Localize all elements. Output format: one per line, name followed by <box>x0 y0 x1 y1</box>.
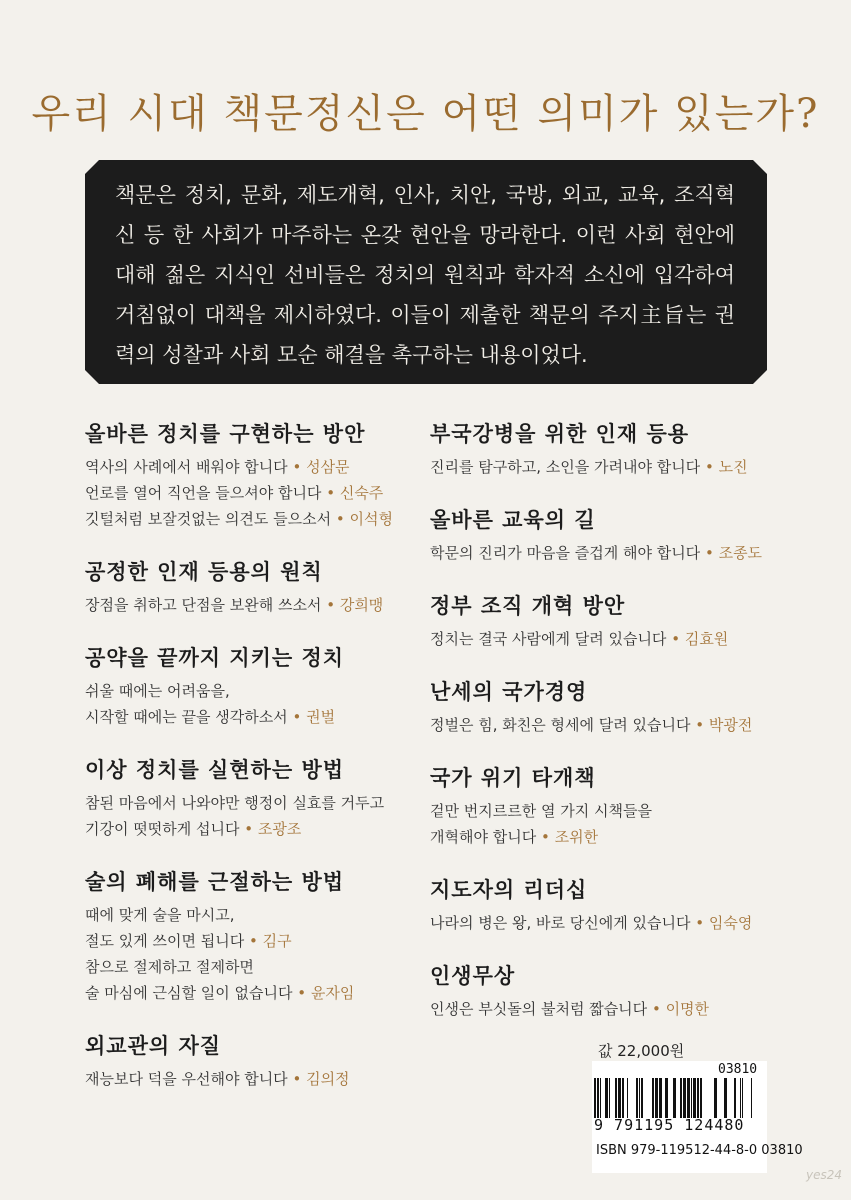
quote-line <box>430 996 810 1022</box>
section <box>430 762 810 850</box>
quote-text: 겉만 번지르르한 열 가지 시책들을 <box>430 802 652 820</box>
isbn-label: ISBN 979-119512-44-8-0 03810 <box>596 1143 803 1158</box>
section-title: 술의 폐해를 근절하는 방법 <box>85 870 345 894</box>
section <box>85 556 465 618</box>
quote-text: 장점을 취하고 단점을 보완해 쓰소서 <box>85 596 322 614</box>
author-name: • 김구 <box>244 932 291 950</box>
quote-text: 시작할 때에는 끝을 생각하소서 <box>85 708 288 726</box>
quote-text: 참된 마음에서 나와야만 행정이 실효를 거두고 <box>85 794 385 812</box>
author-name: • 김효원 <box>666 630 728 648</box>
barcode-bar <box>742 1078 743 1118</box>
right-column <box>430 418 810 1046</box>
barcode-bar <box>605 1078 608 1118</box>
quote-text: 정벌은 힘, 화친은 형세에 달려 있습니다 <box>430 716 691 734</box>
barcode-bar <box>627 1078 628 1118</box>
author-name: • 신숙주 <box>321 484 383 502</box>
quote-line <box>430 824 810 850</box>
quote-text: 언로를 열어 직언을 들으셔야 합니다 <box>85 484 322 502</box>
barcode-bar <box>622 1078 624 1118</box>
section <box>85 642 465 730</box>
quote-line <box>430 910 810 936</box>
section-title: 난세의 국가경영 <box>430 680 588 704</box>
barcode-bar <box>724 1078 727 1118</box>
author-name: • 성삼문 <box>288 458 350 476</box>
author-name: • 노진 <box>700 458 747 476</box>
price-label: 값 22,000원 <box>598 1042 685 1060</box>
headline: 우리 시대 책문정신은 어떤 의미가 있는가? <box>31 91 820 137</box>
section-title: 국가 위기 타개책 <box>430 766 596 790</box>
barcode-bar <box>636 1078 638 1118</box>
barcode-ean-number: 9 791195 124480 <box>594 1116 745 1134</box>
barcode-bar <box>597 1078 599 1118</box>
barcode-bar <box>609 1078 610 1118</box>
section <box>430 676 810 738</box>
barcode-bar <box>659 1078 662 1118</box>
author-name: • 김의정 <box>288 1070 350 1088</box>
left-column <box>85 418 465 1116</box>
barcode-bar <box>665 1078 668 1118</box>
barcode-bar <box>734 1078 736 1118</box>
quote-text: 절도 있게 쓰이면 됩니다 <box>85 932 245 950</box>
quote-text: 때에 맞게 술을 마시고, <box>85 906 235 924</box>
author-name: • 윤자임 <box>292 984 354 1002</box>
section-title: 지도자의 리더십 <box>430 878 588 902</box>
quote-line <box>85 506 465 532</box>
barcode-icon <box>594 1078 765 1118</box>
section <box>430 504 810 566</box>
barcode-bar <box>691 1078 692 1118</box>
quote-line <box>85 454 465 480</box>
quote-text: 학문의 진리가 마음을 즐겁게 해야 합니다 <box>430 544 701 562</box>
author-name: • 조종도 <box>700 544 762 562</box>
barcode-bar <box>714 1078 717 1118</box>
quote-line <box>430 454 810 480</box>
quote-line <box>85 592 465 618</box>
watermark: yes24 <box>806 1168 843 1182</box>
quote-text: 인생은 부싯돌의 불처럼 짧습니다 <box>430 1000 648 1018</box>
section <box>430 590 810 652</box>
quote-line <box>430 540 810 566</box>
quote-line <box>85 480 465 506</box>
quote-line <box>430 712 810 738</box>
section <box>85 418 465 532</box>
summary-text: 책문은 정치, 문화, 제도개혁, 인사, 치안, 국방, 외교, 교육, 조직혁신 등 한 사회가 마주하는 온갖 현안을 망라한다. 이런 사회 현안에 대해 젊은 지식인 선비들은 정치의 원칙과 학자적 소신에 입각하여 거침없이 대책을 제시하였다. 이들이 제출한 책문의 주지主旨는 권력의 성찰과 사회 모순 해결을 촉구하는 내용이었다. <box>115 183 735 367</box>
barcode-bar <box>655 1078 658 1118</box>
barcode-bar <box>641 1078 643 1118</box>
barcode-bar <box>652 1078 654 1118</box>
quote-line <box>85 1066 465 1092</box>
section <box>85 1030 465 1092</box>
barcode-bar <box>618 1078 621 1118</box>
quote-line <box>85 704 465 730</box>
section-title: 인생무상 <box>430 964 516 988</box>
quote-line <box>85 790 465 816</box>
quote-text: 역사의 사례에서 배워야 합니다 <box>85 458 288 476</box>
quote-text: 개혁해야 합니다 <box>430 828 537 846</box>
quote-text: 참으로 절제하고 절제하면 <box>85 958 254 976</box>
quote-line <box>85 902 465 928</box>
quote-text: 깃털처럼 보잘것없는 의견도 들으소서 <box>85 510 332 528</box>
author-name: • 강희맹 <box>321 596 383 614</box>
quote-text: 나라의 병은 왕, 바로 당신에게 있습니다 <box>430 914 691 932</box>
barcode-bar <box>594 1078 596 1118</box>
barcode-bar <box>615 1078 617 1118</box>
barcode-bar <box>751 1078 752 1118</box>
quote-text: 쉬울 때에는 어려움을, <box>85 682 230 700</box>
section-title: 정부 조직 개혁 방안 <box>430 594 626 618</box>
section-title: 올바른 정치를 구현하는 방안 <box>85 422 366 446</box>
section <box>85 866 465 1006</box>
quote-text: 정치는 결국 사람에게 달려 있습니다 <box>430 630 667 648</box>
barcode-bar <box>600 1078 601 1118</box>
quote-line <box>85 816 465 842</box>
section <box>430 418 810 480</box>
barcode-bar <box>687 1078 690 1118</box>
author-name: • 이명한 <box>647 1000 709 1018</box>
section-title: 부국강병을 위한 인재 등용 <box>430 422 690 446</box>
section-title: 공약을 끝까지 지키는 정치 <box>85 646 345 670</box>
barcode-bar <box>680 1078 682 1118</box>
quote-line <box>430 798 810 824</box>
section-title: 공정한 인재 등용의 원칙 <box>85 560 323 584</box>
section <box>430 874 810 936</box>
section-title: 이상 정치를 실현하는 방법 <box>85 758 345 782</box>
quote-text: 술 마심에 근심할 일이 없습니다 <box>85 984 293 1002</box>
barcode-bar <box>693 1078 696 1118</box>
author-name: • 조위한 <box>536 828 598 846</box>
barcode-bar <box>740 1078 741 1118</box>
section <box>430 960 810 1022</box>
quote-line <box>85 980 465 1006</box>
barcode-bar <box>639 1078 640 1118</box>
barcode-bar <box>673 1078 676 1118</box>
author-name: • 조광조 <box>239 820 301 838</box>
section <box>85 754 465 842</box>
barcode-addon-number: 03810 <box>718 1062 758 1077</box>
section-title: 외교관의 자질 <box>85 1034 222 1058</box>
author-name: • 박광전 <box>690 716 752 734</box>
quote-text: 진리를 탐구하고, 소인을 가려내야 합니다 <box>430 458 701 476</box>
quote-line <box>430 626 810 652</box>
quote-line <box>85 928 465 954</box>
author-name: • 임숙영 <box>690 914 752 932</box>
quote-text: 재능보다 덕을 우선해야 합니다 <box>85 1070 288 1088</box>
quote-line <box>85 954 465 980</box>
author-name: • 권벌 <box>288 708 335 726</box>
barcode-bar <box>700 1078 702 1118</box>
author-name: • 이석형 <box>331 510 393 528</box>
quote-line <box>85 678 465 704</box>
quote-text: 기강이 떳떳하게 섭니다 <box>85 820 240 838</box>
section-title: 올바른 교육의 길 <box>430 508 596 532</box>
barcode-bar <box>683 1078 686 1118</box>
barcode-bar <box>697 1078 699 1118</box>
